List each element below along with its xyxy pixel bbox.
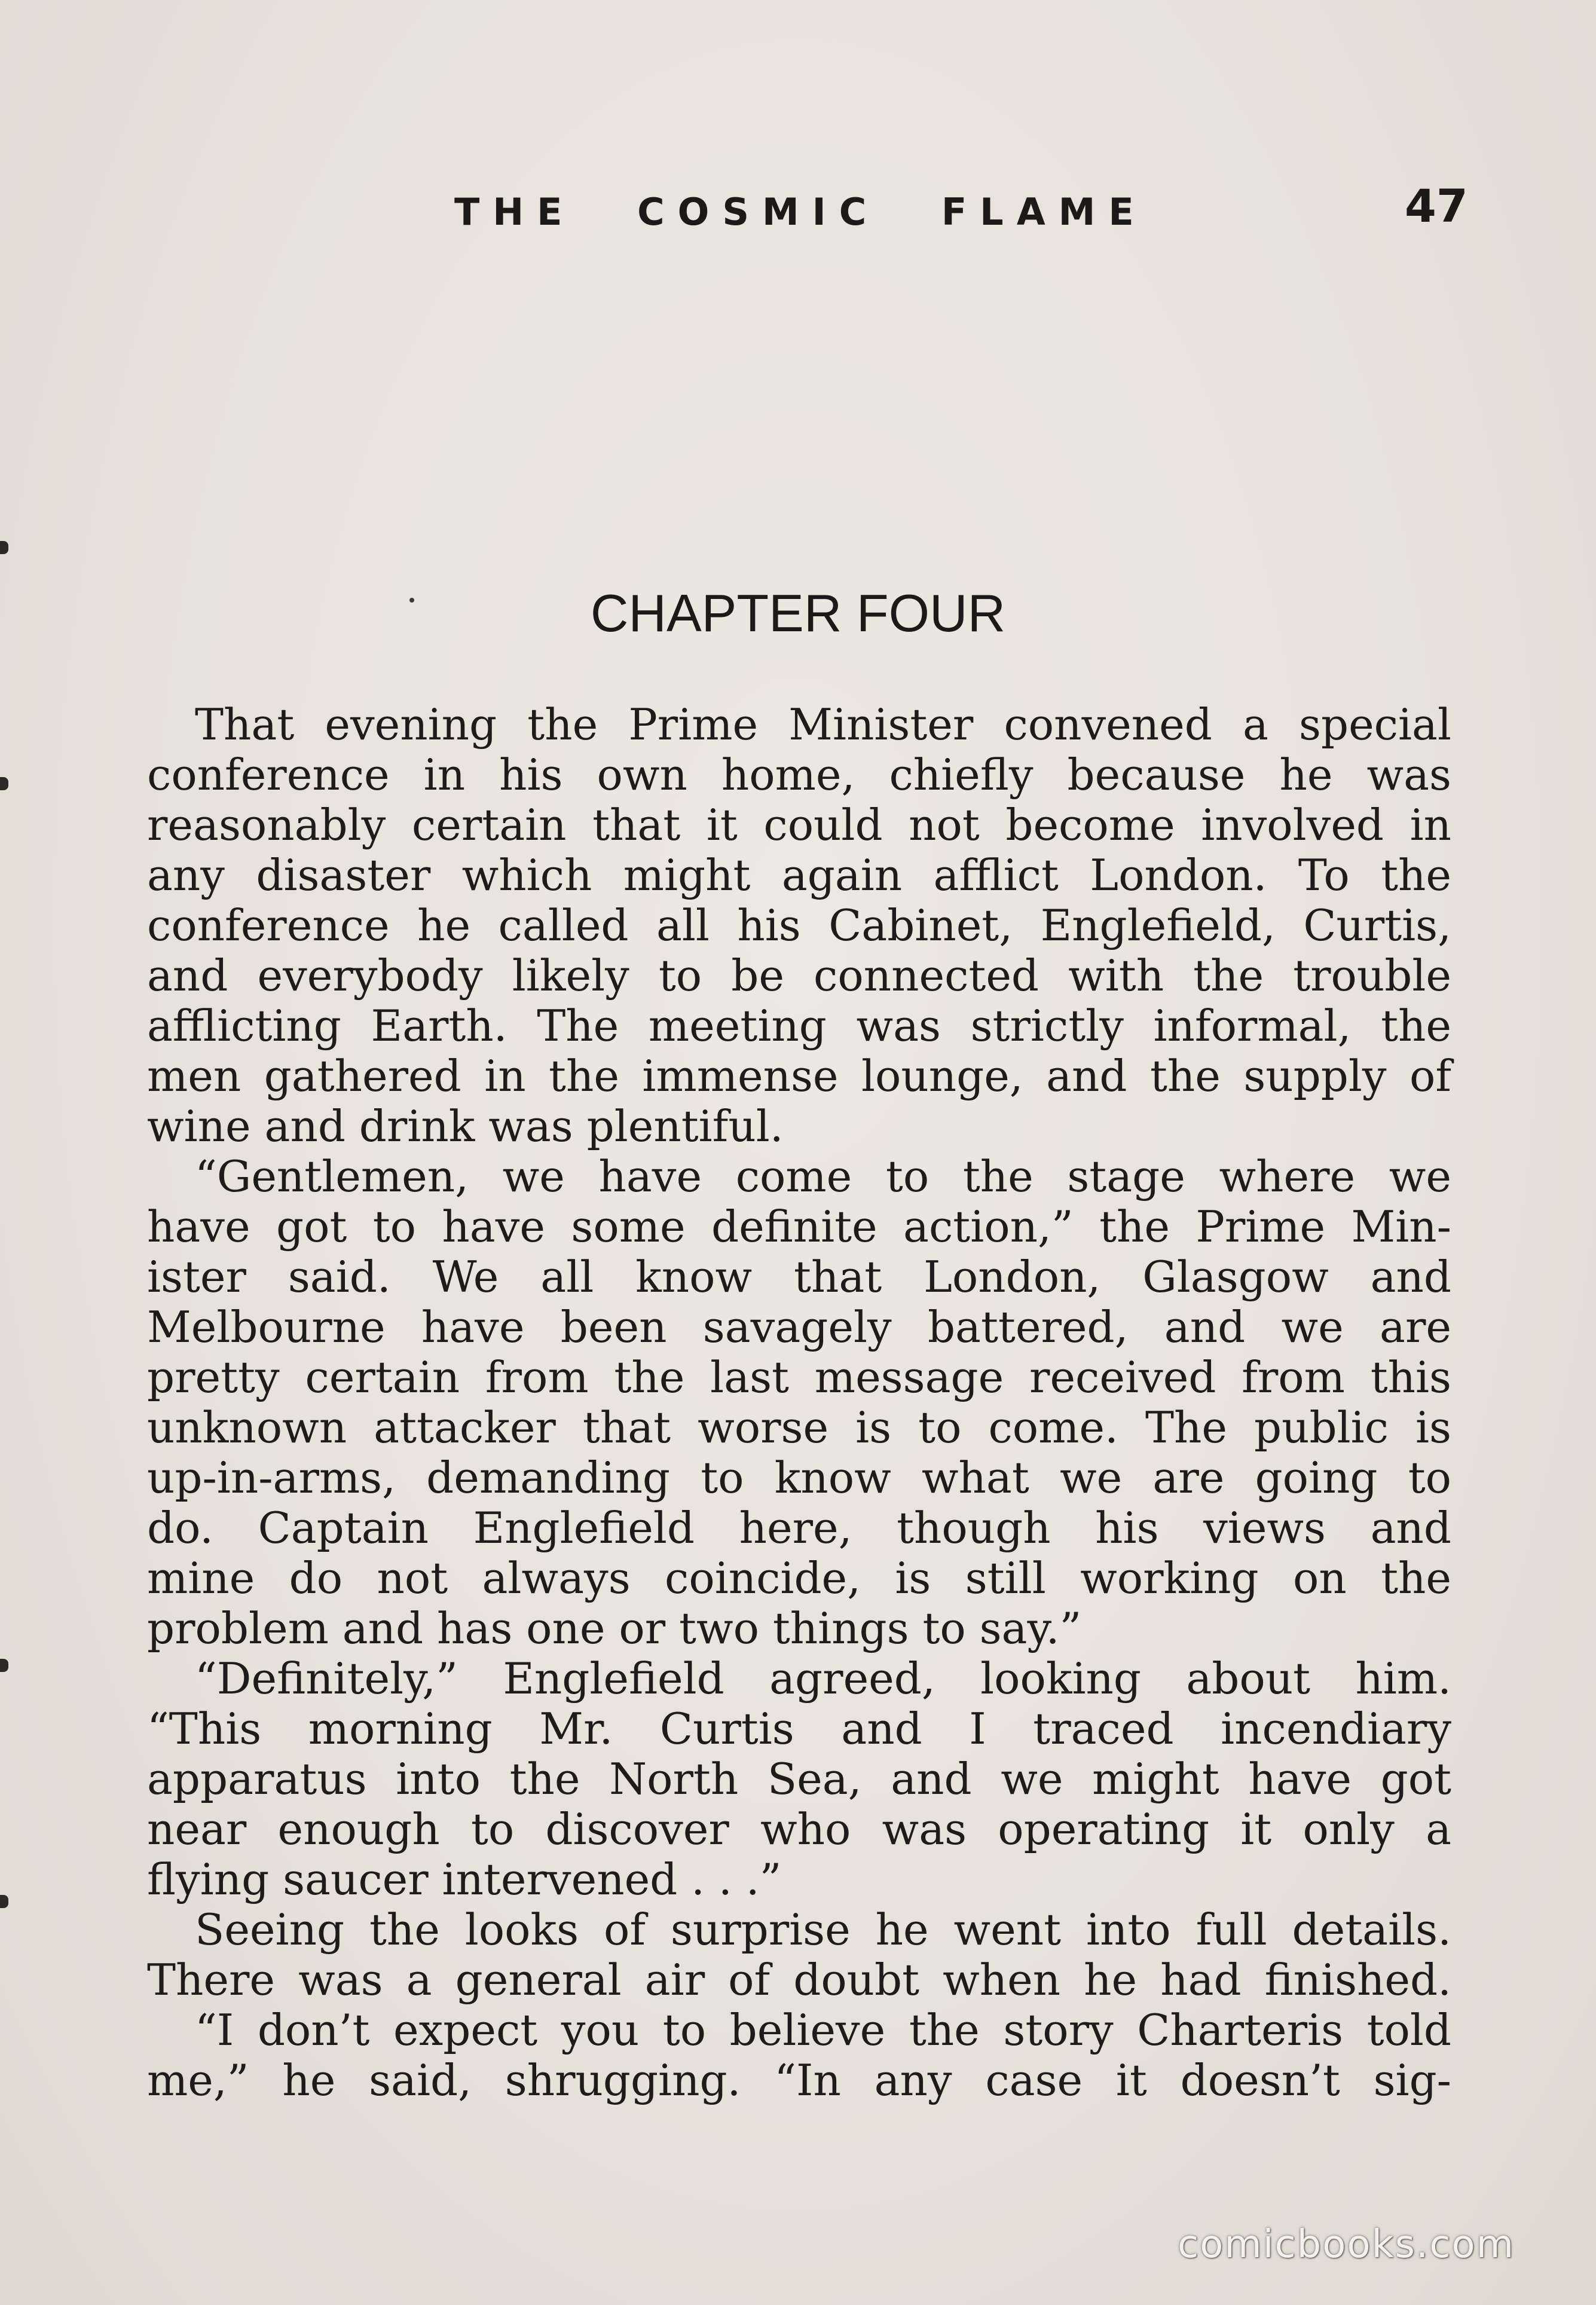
text-line: conference he called all his Cabinet, Englefield, Curtis, xyxy=(147,900,1451,950)
text-line: flying saucer intervened . . .” xyxy=(147,1854,782,1904)
watermark: comicbooks.com xyxy=(1178,2223,1515,2267)
text-line: “This morning Mr. Curtis and I traced incendiary xyxy=(147,1704,1451,1754)
text-line: Seeing the looks of surprise he went into full details. xyxy=(195,1904,1451,1955)
text-line: any disaster which might again afflict London. To the xyxy=(147,850,1451,900)
page-number: 47 xyxy=(1405,179,1468,233)
text-line: Melbourne have been savagely battered, and we are xyxy=(147,1302,1451,1352)
text-line: conference in his own home, chiefly because he was xyxy=(147,750,1451,800)
text-line: men gathered in the immense lounge, and the supply of xyxy=(147,1051,1451,1101)
chapter-heading: CHAPTER FOUR xyxy=(590,583,1006,643)
binding-hole-mark xyxy=(0,777,8,790)
text-line: ister said. We all know that London, Glasgow and xyxy=(147,1252,1451,1302)
text-line: do. Captain Englefield here, though his views and xyxy=(147,1503,1451,1553)
binding-hole-mark xyxy=(0,541,8,554)
text-line: wine and drink was plentiful. xyxy=(147,1101,784,1151)
text-line: mine do not always coincide, is still working on the xyxy=(147,1553,1451,1603)
text-line: me,” he said, shrugging. “In any case it doesn’t sig- xyxy=(147,2055,1451,2105)
speck xyxy=(409,598,414,603)
text-line: That evening the Prime Minister convened a special xyxy=(195,699,1451,750)
text-line: afflicting Earth. The meeting was strictly informal, the xyxy=(147,1001,1451,1051)
text-line: have got to have some definite action,” the Prime Min- xyxy=(147,1202,1451,1252)
text-line: up-in-arms, demanding to know what we are going to xyxy=(147,1453,1451,1503)
text-line: There was a general air of doubt when he had finished. xyxy=(147,1955,1451,2005)
binding-hole-mark xyxy=(0,1895,8,1908)
body-text xyxy=(147,699,1451,2105)
text-line: problem and has one or two things to say.” xyxy=(147,1603,1082,1653)
text-line: pretty certain from the last message received from this xyxy=(147,1352,1451,1402)
text-line: near enough to discover who was operating it only a xyxy=(147,1804,1451,1854)
text-line: reasonably certain that it could not become involved in xyxy=(147,800,1451,850)
running-title: THE COSMIC FLAME xyxy=(454,190,1147,234)
text-line: “Gentlemen, we have come to the stage where we xyxy=(195,1151,1451,1202)
text-line: “Definitely,” Englefield agreed, looking about him. xyxy=(195,1653,1451,1704)
text-line: and everybody likely to be connected with the trouble xyxy=(147,950,1451,1001)
binding-hole-mark xyxy=(0,1659,8,1672)
text-line: “I don’t expect you to believe the story Charteris told xyxy=(195,2005,1451,2055)
text-line: unknown attacker that worse is to come. The public is xyxy=(147,1402,1451,1453)
text-line: apparatus into the North Sea, and we might have got xyxy=(147,1754,1451,1804)
